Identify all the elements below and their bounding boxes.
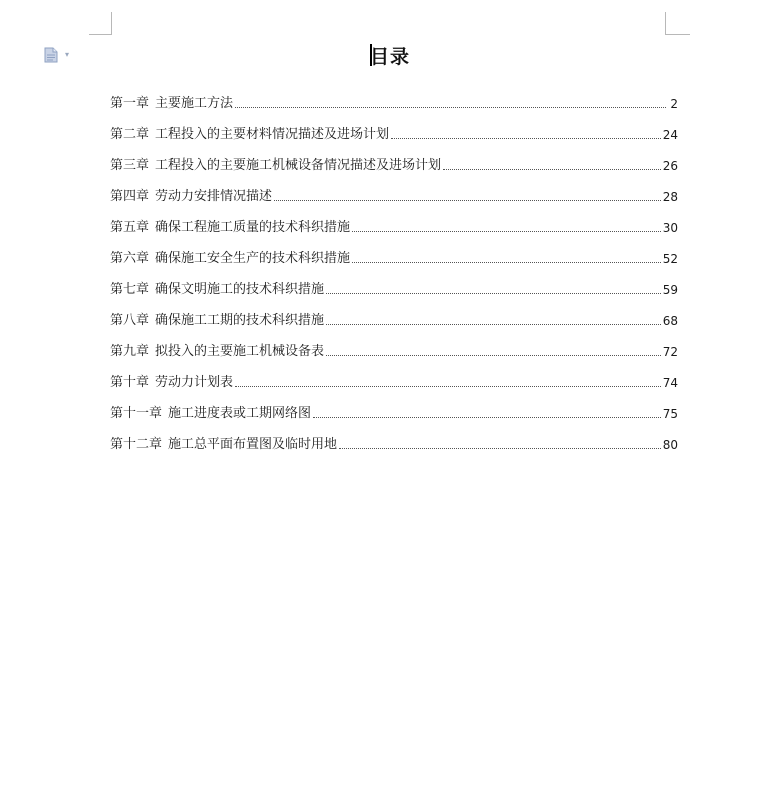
toc-entry[interactable]: [110, 422, 678, 453]
toc-chapter-number: 第七章: [110, 282, 150, 297]
toc-entry[interactable]: [110, 81, 678, 112]
toc-page-number: 24: [662, 128, 678, 142]
toc-page-number: 74: [662, 376, 678, 390]
toc-heading: 劳动力计划表: [155, 375, 234, 390]
toc-page-number: 59: [662, 283, 678, 297]
toc-entry[interactable]: [110, 112, 678, 143]
toc-page-number: 30: [662, 221, 678, 235]
page-title: 目录: [369, 46, 410, 68]
toc-chapter-number: 第十一章: [110, 406, 163, 421]
toc-entry[interactable]: [110, 267, 678, 298]
toc-heading: 主要施工方法: [155, 96, 234, 111]
toc-page-number: 72: [662, 345, 678, 359]
toc-chapter-number: 第三章: [110, 158, 150, 173]
toc-heading: 确保文明施工的技术科织措施: [155, 282, 325, 297]
toc-heading: 确保工程施工质量的技术科织措施: [155, 220, 351, 235]
crop-mark-top-left: [89, 12, 112, 35]
table-of-contents: [110, 81, 678, 453]
toc-heading: 拟投入的主要施工机械设备表: [155, 344, 325, 359]
toc-chapter-number: 第四章: [110, 189, 150, 204]
toc-entry[interactable]: [110, 236, 678, 267]
toc-page-number: 75: [662, 407, 678, 421]
toc-dot-leader: [326, 355, 661, 356]
toc-heading: 工程投入的主要施工机械设备情况描述及进场计划: [155, 158, 442, 173]
toc-chapter-number: 第五章: [110, 220, 150, 235]
toc-heading: 劳动力安排情况描述: [155, 189, 273, 204]
toc-dot-leader: [235, 386, 661, 387]
toc-page-number: 26: [662, 159, 678, 173]
toc-entry[interactable]: [110, 174, 678, 205]
toc-dot-leader: [326, 293, 661, 294]
toc-heading: 确保施工工期的技术科织措施: [155, 313, 325, 328]
toc-page-number: 80: [662, 438, 678, 452]
toc-entry[interactable]: [110, 391, 678, 422]
toc-dot-leader: [235, 107, 666, 108]
toc-dot-leader: [352, 262, 661, 263]
toc-chapter-number: 第十二章: [110, 437, 163, 452]
chevron-down-icon: ▾: [65, 50, 70, 59]
toc-dot-leader: [391, 138, 661, 139]
toc-heading: 工程投入的主要材料情况描述及进场计划: [155, 127, 390, 142]
toc-page-number: 52: [662, 252, 678, 266]
toc-page-number: 2: [670, 97, 678, 111]
toc-heading: 确保施工安全生产的技术科织措施: [155, 251, 351, 266]
toc-dot-leader: [443, 169, 661, 170]
toc-chapter-number: 第十章: [110, 375, 150, 390]
toc-dot-leader: [313, 417, 661, 418]
toc-entry[interactable]: [110, 329, 678, 360]
toc-chapter-number: 第八章: [110, 313, 150, 328]
toc-entry[interactable]: [110, 143, 678, 174]
crop-mark-top-right: [665, 12, 690, 35]
toc-dot-leader: [352, 231, 661, 232]
toc-page-number: 68: [662, 314, 678, 328]
toc-chapter-number: 第一章: [110, 96, 150, 111]
toc-dot-leader: [339, 448, 661, 449]
toc-entry[interactable]: [110, 360, 678, 391]
toc-dot-leader: [326, 324, 661, 325]
toc-chapter-number: 第六章: [110, 251, 150, 266]
toc-entry[interactable]: [110, 205, 678, 236]
toc-heading: 施工总平面布置图及临时用地: [168, 437, 338, 452]
toc-chapter-number: 第二章: [110, 127, 150, 142]
toc-heading: 施工进度表或工期网络图: [168, 406, 312, 421]
toc-entry[interactable]: [110, 298, 678, 329]
toc-page-number: 28: [662, 190, 678, 204]
toc-dot-leader: [274, 200, 661, 201]
toc-chapter-number: 第九章: [110, 344, 150, 359]
